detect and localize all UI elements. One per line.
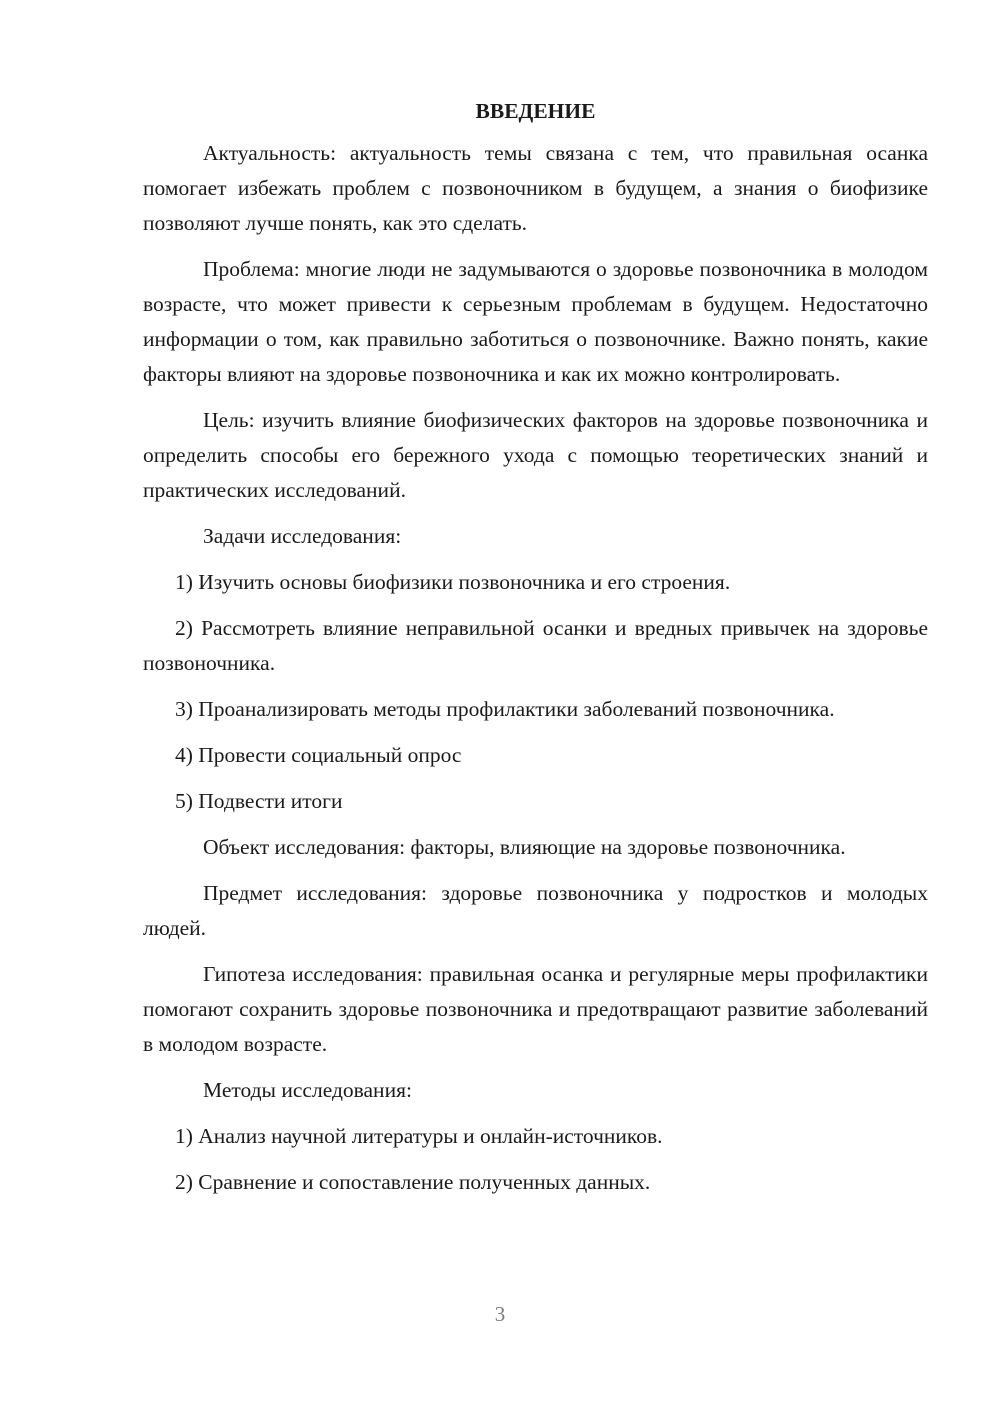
paragraph-goal: Цель: изучить влияние биофизических факторов на здоровье позвоночника и определить способы его бережного ухода с помощью теоретических знаний и практических исследований. xyxy=(143,408,928,502)
page-number: 3 xyxy=(494,1302,506,1326)
method-item: 2) Сравнение и сопоставление полученных данных. xyxy=(175,1170,651,1194)
tasks-heading: Задачи исследования: xyxy=(203,524,402,548)
method-item: 1) Анализ научной литературы и онлайн-источников. xyxy=(175,1124,663,1148)
paragraph-hypothesis: Гипотеза исследования: правильная осанка и регулярные меры профилактики помогают сохранить здоровье позвоночника и предотвращают развитие заболеваний в молодом возрасте. xyxy=(143,962,928,1056)
page-content xyxy=(143,96,928,1211)
paragraph-subject: Предмет исследования: здоровье позвоночника у подростков и молодых людей. xyxy=(143,881,928,940)
methods-heading: Методы исследования: xyxy=(203,1078,412,1102)
paragraph-relevance: Актуальность: актуальность темы связана с тем, что правильная осанка помогает избежать проблем с позвоночником в будущем, а знания о биофизике позволяют лучше понять, как это сделать. xyxy=(143,141,928,235)
task-item: 3) Проанализировать методы профилактики заболеваний позвоночника. xyxy=(175,697,835,721)
section-title: ВВЕДЕНИЕ xyxy=(475,99,596,123)
task-item: 5) Подвести итоги xyxy=(175,789,343,813)
task-item: 1) Изучить основы биофизики позвоночника и его строения. xyxy=(175,570,731,594)
paragraph-object: Объект исследования: факторы, влияющие на здоровье позвоночника. xyxy=(203,835,846,859)
paragraph-problem: Проблема: многие люди не задумываются о здоровье позвоночника в молодом возрасте, что может привести к серьезным проблемам в будущем. Недостаточно информации о том, как правильно заботиться о позвоночнике. Важно понять, какие факторы влияют на здоровье позвоночника и как их можно контролировать. xyxy=(143,257,928,386)
task-item: 2) Рассмотреть влияние неправильной осанки и вредных привычек на здоровье позвоночника. xyxy=(143,616,928,675)
task-item: 4) Провести социальный опрос xyxy=(175,743,462,767)
